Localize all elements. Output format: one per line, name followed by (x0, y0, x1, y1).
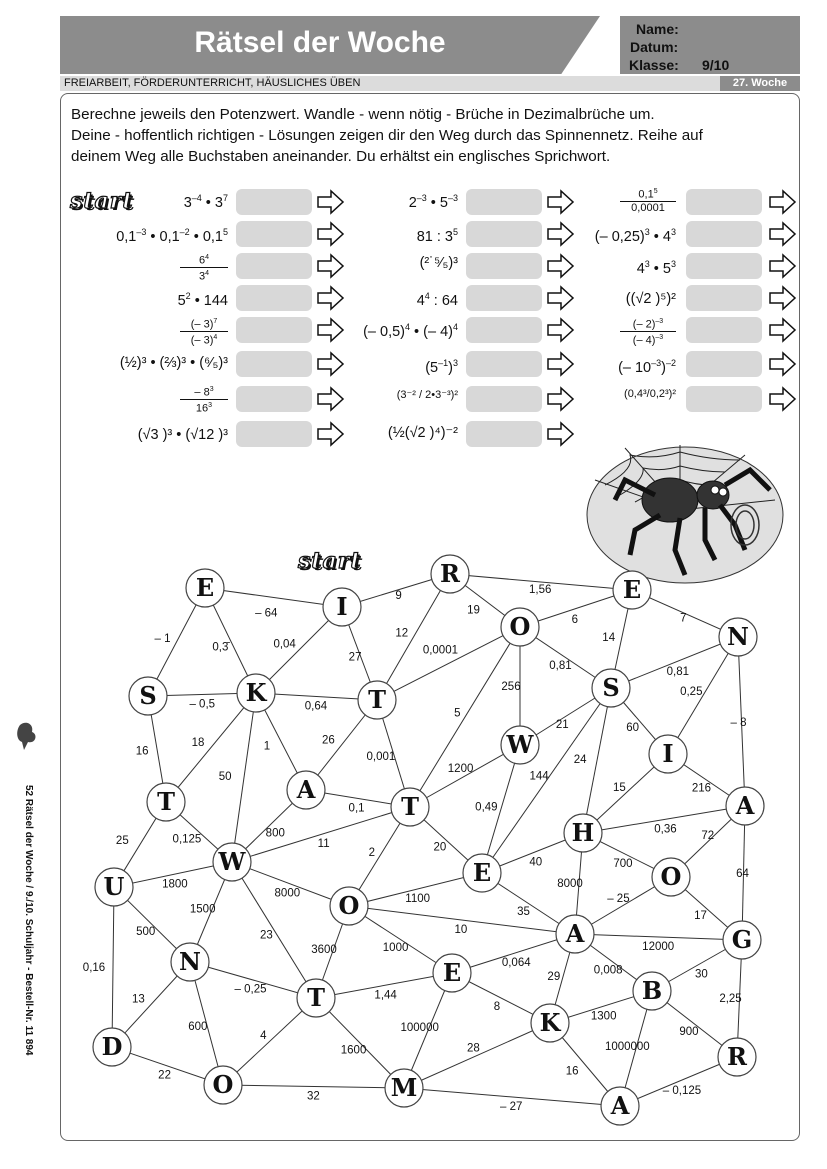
web-node-E1 (186, 569, 224, 607)
start-logo-top: start (70, 188, 134, 214)
expr-3-1: $0,1^5$ 0,0001 (620, 186, 676, 214)
web-edge-label-66: 0,008 (593, 964, 623, 977)
expr-1-7: – $8^3$ $16^3$ (180, 384, 228, 414)
web-node-letter: N (179, 947, 201, 976)
web-edge-A3-G1 (575, 934, 742, 940)
web-edge-label-20: 60 (626, 721, 640, 734)
web-node-letter: N (727, 622, 749, 651)
web-edge-label-44: 72 (701, 830, 715, 843)
web-edge-label-25: 26 (322, 734, 335, 747)
web-edge-label-71: 2,25 (719, 993, 742, 1006)
web-node-I1 (323, 588, 361, 626)
web-node-letter: A (735, 791, 755, 820)
web-edge-label-61: 0,16 (82, 961, 106, 974)
web-edge-label-72: 900 (679, 1026, 699, 1039)
web-node-D1 (93, 1028, 131, 1066)
expr-1-4: $5^2$ • 144 (177, 291, 228, 309)
web-edge-label-28: 24 (573, 753, 587, 766)
web-edge-label-17: 0,64 (304, 700, 328, 713)
web-node-O4 (204, 1066, 242, 1104)
web-edge-label-9: 0,04 (273, 638, 296, 651)
web-node-letter: W (218, 847, 246, 876)
web-node-letter: T (401, 792, 419, 821)
web-edge-label-77: 100000 (400, 1022, 439, 1035)
publisher-logo-icon (12, 720, 42, 780)
class-label: Klasse: (629, 57, 679, 73)
web-node-letter: K (539, 1008, 561, 1037)
web-edge-label-18: 0,25 (680, 685, 703, 698)
web-node-A3 (556, 915, 594, 953)
expr-1-6: (½)³ • (⅔)³ • (⁶⁄₅)³ (119, 355, 228, 371)
expr-3-6: (– $10^{-3})^{-2}$ (618, 358, 676, 376)
web-node-letter: U (103, 872, 125, 901)
web-node-E3 (463, 854, 501, 892)
web-edge-N1-I2 (668, 637, 738, 754)
web-node-letter: R (727, 1042, 747, 1071)
web-edge-label-55: 1500 (189, 903, 216, 916)
web-edge-label-50: 8000 (557, 877, 583, 890)
expr-3-4: ((√2 )⁵)² (625, 291, 676, 307)
expr-1-2: $0,1^{-3}$ • $0,1^{-2}$ • $0,1^5$ (116, 227, 228, 245)
web-node-letter: R (440, 559, 460, 588)
web-node-A1 (287, 771, 325, 809)
web-node-N1 (719, 618, 757, 656)
web-node-letter: A (565, 919, 585, 948)
web-node-letter: E (195, 573, 215, 602)
web-edge-label-65: 0,064 (501, 957, 531, 970)
web-edge-label-68: 29 (547, 971, 561, 984)
web-edge-label-2: 1,56 (529, 583, 552, 596)
web-node-R1 (431, 555, 469, 593)
web-node-letter: O (212, 1070, 234, 1099)
web-edge-label-64: 1,44 (374, 989, 397, 1002)
web-edge-label-39: 11 (317, 838, 330, 851)
web-edge-label-8: 0,3̄ (212, 641, 229, 654)
web-edge-U1-D1 (112, 887, 114, 1047)
web-node-G1 (723, 921, 761, 959)
web-edge-label-67: 30 (695, 968, 708, 981)
web-edge-label-6: 14 (602, 632, 616, 645)
web-node-letter: M (390, 1073, 418, 1102)
web-node-S2 (592, 669, 630, 707)
expr-3-5: (– 2)$^{-3}$ (– 4)$^{-3}$ (620, 316, 676, 346)
web-edge-label-41: 20 (433, 841, 447, 854)
web-node-letter: O (338, 891, 360, 920)
web-edge-label-37: 800 (265, 827, 285, 840)
expr-1-8: (√3 )³ • (√12 )³ (137, 427, 228, 443)
web-edge-label-74: 22 (158, 1069, 171, 1082)
expr-2-7: (3⁻² / 2•3⁻³)² (396, 389, 458, 401)
web-edge-label-0: – 64 (255, 607, 278, 620)
instructions-line-3: deinem Weg alle Buchstaben aneinander. Du erhältst ein englisches Sprichwort. (71, 148, 611, 165)
web-edge-label-4: 6 (571, 614, 579, 627)
web-node-letter: O (509, 612, 531, 641)
web-node-K1 (237, 674, 275, 712)
web-edge-label-3: 19 (467, 604, 480, 617)
class-value: 9/10 (702, 57, 730, 73)
web-edge-label-60: 12000 (642, 940, 675, 953)
web-edge-label-29: 216 (691, 782, 712, 795)
web-edge-E1-I1 (205, 588, 342, 607)
web-edge-O4-M1 (223, 1085, 404, 1088)
web-node-B1 (633, 972, 671, 1010)
web-node-letter: E (442, 958, 462, 987)
web-edge-label-78: 32 (306, 1090, 320, 1103)
web-node-letter: E (472, 858, 492, 887)
web-node-letter: W (506, 730, 534, 759)
expr-2-8: (½(√2 )⁴)⁻² (387, 425, 458, 441)
web-node-letter: S (139, 681, 157, 710)
web-node-letter: H (571, 818, 595, 847)
web-node-E4 (433, 954, 471, 992)
web-edge-label-36: 0,125 (172, 833, 202, 846)
expr-2-5: (– 0,5)$^4$ • (– 4)$^4$ (363, 322, 458, 340)
week-badge: 27. Woche (720, 76, 800, 91)
web-node-O2 (652, 858, 690, 896)
web-edge-label-30: 50 (218, 771, 232, 784)
web-edge-label-70: 1300 (590, 1010, 617, 1023)
web-node-O1 (501, 608, 539, 646)
web-edge-label-75: 4 (260, 1029, 267, 1042)
web-edge-label-1: 9 (395, 590, 402, 603)
web-edge-label-5: 7 (680, 612, 687, 625)
web-edge-label-56: 23 (259, 929, 273, 942)
web-node-W1 (213, 843, 251, 881)
web-node-I2 (649, 735, 687, 773)
web-edge-label-40: 0,36 (654, 823, 677, 836)
web-node-T2 (147, 783, 185, 821)
expr-3-7: (0,4³/0,2³)² (624, 388, 676, 400)
expr-3-3: $4^3$ • $5^3$ (636, 259, 676, 277)
web-node-letter: S (602, 673, 620, 702)
expr-2-2: 81 : $3^5$ (416, 227, 458, 245)
web-edge-label-10: 27 (348, 651, 362, 664)
web-edge-label-32: 0,49 (475, 801, 498, 814)
web-node-A4 (601, 1087, 639, 1125)
web-node-letter: D (101, 1032, 123, 1061)
web-edge-label-59: 10 (454, 923, 468, 936)
sidebar-text: 52 Rätsel der Woche / 9./10. Schuljahr - Bestell-Nr. 11 894 (23, 785, 34, 1056)
web-edge-label-42: 40 (529, 856, 543, 869)
web-edge-label-76: 1600 (340, 1044, 367, 1057)
expr-2-3: (²˙⁵⁄₅)³ (419, 255, 458, 271)
expr-1-5: (– 3)$^7$ (– 3)$^4$ (180, 316, 228, 346)
web-edge-S2-N1 (611, 637, 738, 688)
web-node-letter: T (368, 685, 386, 714)
web-node-letter: B (641, 976, 663, 1005)
web-node-U1 (95, 868, 133, 906)
web-node-A2 (726, 787, 764, 825)
web-edge-label-38: 0,1 (348, 802, 365, 815)
web-node-K2 (531, 1004, 569, 1042)
web-edge-label-53: 17 (694, 910, 707, 923)
web-edge-label-31: 1200 (447, 763, 474, 776)
web-node-T4 (297, 979, 335, 1017)
web-edge-label-83: – 0,125 (662, 1084, 702, 1097)
web-edge-label-13: 0,81 (549, 659, 572, 672)
web-node-letter: G (731, 925, 753, 954)
web-edge-label-22: 16 (135, 745, 149, 758)
web-edge-label-48: 2 (368, 846, 376, 859)
expr-2-6: $(5^{-1})^3$ (425, 358, 458, 376)
web-edge-label-81: 16 (565, 1065, 579, 1078)
web-edge-label-69: 8 (493, 1001, 501, 1014)
web-node-O3 (330, 887, 368, 925)
web-node-letter: T (307, 983, 325, 1012)
web-edge-label-82: – 27 (500, 1100, 523, 1113)
web-node-letter: K (245, 678, 267, 707)
web-edge-label-15: 256 (501, 681, 521, 693)
web-node-H1 (564, 814, 602, 852)
web-node-M1 (385, 1069, 423, 1107)
expr-1-3: $6^4$ $3^4$ (180, 252, 228, 282)
web-node-T3 (391, 788, 429, 826)
web-edge-label-7: – 1 (154, 632, 171, 645)
web-edge-label-63: – 0,25 (234, 983, 267, 996)
instructions-line-2: Deine - hoffentlich richtigen - Lösungen zeigen dir den Weg durch das Spinnennetz. Reihe auf (71, 127, 703, 144)
web-edge-label-79: 28 (466, 1042, 480, 1055)
page-title: Rätsel der Woche (194, 26, 446, 59)
web-edge-label-51: 35 (517, 906, 530, 919)
web-node-R2 (718, 1038, 756, 1076)
web-edge-label-45: 64 (736, 867, 749, 880)
web-edge-label-47: 8000 (274, 887, 301, 900)
subtitle: FREIARBEIT, FÖRDERUNTERRICHT, HÄUSLICHES ÜBEN (64, 77, 361, 89)
instructions-line-1: Berechne jeweils den Potenzwert. Wandle - wenn nötig - Brüche in Dezimalbrüche um. (71, 106, 655, 123)
web-edge-label-14: 0,81 (666, 665, 690, 678)
name-label: Name: (636, 21, 679, 37)
web-edge-label-62: 13 (131, 993, 145, 1006)
web-edge-label-26: 0,001 (366, 751, 396, 764)
web-edge-W1-T3 (232, 807, 410, 862)
web-node-letter: A (610, 1091, 630, 1120)
web-edge-label-11: 12 (395, 627, 409, 640)
expr-2-1: $2^{-3}$ • $5^{-3}$ (408, 193, 458, 211)
web-node-T1 (358, 681, 396, 719)
web-edge-label-57: 3600 (311, 943, 337, 956)
web-node-W2 (501, 726, 539, 764)
web-node-S1 (129, 677, 167, 715)
web-edge-label-54: 500 (136, 925, 156, 938)
web-edge-label-73: 600 (188, 1020, 208, 1033)
web-node-letter: I (336, 592, 348, 621)
web-node-letter: E (622, 575, 642, 604)
web-edge-label-23: 18 (191, 736, 205, 749)
web-edge-label-35: 25 (115, 834, 129, 847)
web-edge-label-24: 1 (263, 740, 271, 753)
web-node-letter: I (662, 739, 674, 768)
web-edge-label-58: 1000 (382, 942, 409, 955)
web-edge-label-34: 15 (612, 781, 626, 794)
web-edge-label-19: – 8 (730, 716, 747, 729)
web-edge-label-21: 21 (555, 719, 569, 732)
web-edge-label-12: 0,0001 (422, 644, 459, 657)
web-node-letter: O (660, 862, 682, 891)
web-node-letter: T (157, 787, 175, 816)
web-node-N2 (171, 943, 209, 981)
expr-3-2: (– 0,25)$^3$ • $4^3$ (594, 227, 676, 245)
web-edge-label-46: 1800 (162, 878, 188, 891)
web-edge-label-43: 700 (613, 858, 633, 871)
start-logo-web: start (298, 548, 362, 574)
web-edge-label-27: 5 (454, 707, 461, 720)
web-node-letter: A (296, 775, 316, 804)
expr-1-1: $3^{-4}$ • $3^7$ (183, 193, 228, 211)
date-label: Datum: (630, 39, 679, 55)
web-node-E2 (613, 571, 651, 609)
web-edge-label-33: 144 (529, 770, 549, 783)
web-edge-label-16: – 0,5 (189, 698, 216, 711)
expr-2-4: $4^4$ : 64 (416, 291, 458, 309)
web-edge-label-80: 1000000 (604, 1041, 650, 1054)
web-edge-label-52: – 25 (607, 892, 630, 905)
web-edge-label-49: 1100 (405, 893, 431, 906)
